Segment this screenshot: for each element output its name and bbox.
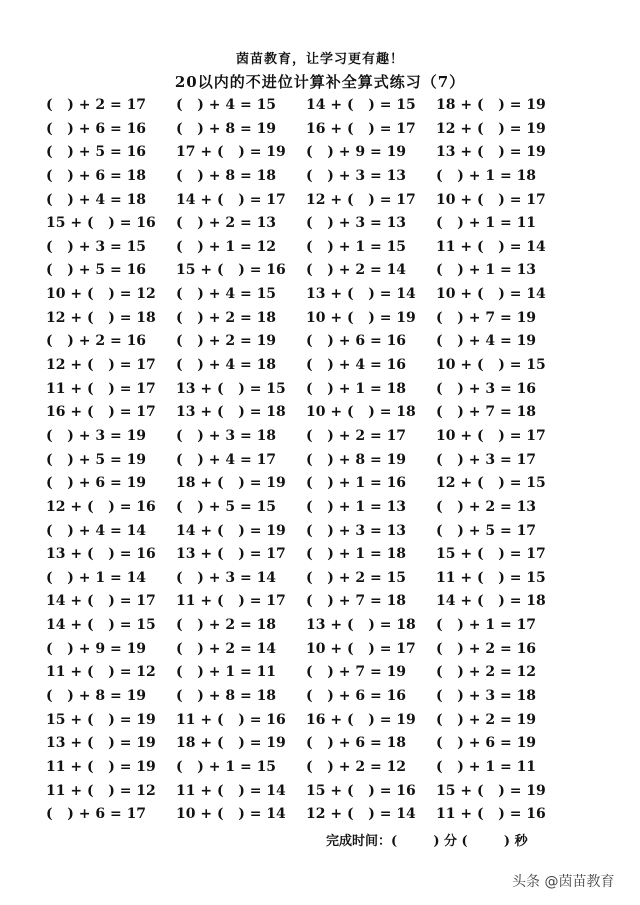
exercise-item: ( ) + 4 = 19: [436, 333, 537, 350]
exercise-item: ( ) + 9 = 19: [306, 144, 407, 161]
exercise-item: ( ) + 1 = 17: [436, 617, 537, 634]
exercise-item: ( ) + 3 = 14: [176, 569, 277, 586]
exercise-item: 14 + ( ) = 17: [46, 593, 156, 610]
exercise-item: ( ) + 7 = 18: [436, 404, 537, 421]
exercise-item: 18 + ( ) = 19: [176, 475, 286, 492]
exercise-item: 14 + ( ) = 18: [436, 593, 546, 610]
exercise-item: ( ) + 5 = 16: [46, 262, 147, 279]
exercise-item: 11 + ( ) = 16: [436, 806, 546, 823]
exercise-item: 13 + ( ) = 18: [306, 617, 416, 634]
exercise-item: ( ) + 2 = 19: [436, 711, 537, 728]
exercise-item: 15 + ( ) = 16: [46, 215, 156, 232]
exercise-item: ( ) + 3 = 18: [436, 688, 537, 705]
exercise-item: ( ) + 2 = 12: [306, 758, 407, 775]
exercise-item: ( ) + 7 = 19: [436, 309, 537, 326]
exercise-item: 10 + ( ) = 19: [306, 309, 416, 326]
exercise-item: ( ) + 2 = 13: [176, 215, 277, 232]
exercise-item: ( ) + 2 = 16: [436, 640, 537, 657]
exercise-item: 18 + ( ) = 19: [176, 735, 286, 752]
exercise-item: 13 + ( ) = 19: [436, 144, 546, 161]
exercise-item: ( ) + 5 = 19: [46, 451, 147, 468]
exercise-item: ( ) + 6 = 17: [46, 806, 147, 823]
exercise-item: ( ) + 1 = 11: [436, 215, 537, 232]
exercise-item: ( ) + 4 = 15: [176, 286, 277, 303]
exercise-item: ( ) + 8 = 19: [46, 688, 147, 705]
exercise-item: ( ) + 2 = 15: [306, 569, 407, 586]
exercise-item: 11 + ( ) = 15: [436, 569, 546, 586]
exercise-item: ( ) + 6 = 16: [306, 333, 407, 350]
exercise-item: ( ) + 6 = 19: [436, 735, 537, 752]
exercise-item: ( ) + 2 = 16: [46, 333, 147, 350]
exercise-item: ( ) + 6 = 19: [46, 475, 147, 492]
exercise-item: 17 + ( ) = 19: [176, 144, 286, 161]
page-header: 茵苗教育，让学习更有趣！: [235, 52, 404, 67]
exercise-item: ( ) + 6 = 18: [306, 735, 407, 752]
exercise-item: 11 + ( ) = 12: [46, 664, 156, 681]
exercise-item: ( ) + 7 = 18: [306, 593, 407, 610]
exercise-item: ( ) + 3 = 13: [306, 167, 407, 184]
exercise-item: 14 + ( ) = 17: [176, 191, 286, 208]
exercise-item: ( ) + 8 = 18: [176, 167, 277, 184]
exercise-item: ( ) + 2 = 12: [436, 664, 537, 681]
exercise-item: 15 + ( ) = 17: [436, 546, 546, 563]
exercise-item: 11 + ( ) = 12: [46, 782, 156, 799]
exercise-item: ( ) + 2 = 18: [176, 617, 277, 634]
exercise-item: ( ) + 3 = 16: [436, 380, 537, 397]
exercise-item: ( ) + 2 = 17: [306, 427, 407, 444]
exercise-item: ( ) + 3 = 17: [436, 451, 537, 468]
exercise-item: ( ) + 3 = 19: [46, 427, 147, 444]
exercise-item: ( ) + 5 = 15: [176, 498, 277, 515]
exercise-item: 13 + ( ) = 18: [176, 404, 286, 421]
exercise-item: 12 + ( ) = 17: [46, 357, 156, 374]
exercise-item: 13 + ( ) = 14: [306, 286, 416, 303]
exercise-grid: [46, 94, 566, 827]
exercise-item: ( ) + 4 = 14: [46, 522, 147, 539]
exercise-item: ( ) + 4 = 18: [176, 357, 277, 374]
exercise-item: 15 + ( ) = 16: [176, 262, 286, 279]
exercise-item: ( ) + 1 = 11: [436, 758, 537, 775]
exercise-item: ( ) + 4 = 17: [176, 451, 277, 468]
exercise-item: 10 + ( ) = 18: [306, 404, 416, 421]
exercise-item: 12 + ( ) = 15: [436, 475, 546, 492]
exercise-item: ( ) + 6 = 16: [306, 688, 407, 705]
exercise-item: 11 + ( ) = 19: [46, 758, 156, 775]
exercise-item: 11 + ( ) = 14: [436, 238, 546, 255]
exercise-item: 10 + ( ) = 14: [436, 286, 546, 303]
exercise-item: ( ) + 2 = 18: [176, 309, 277, 326]
exercise-item: 11 + ( ) = 17: [46, 380, 156, 397]
exercise-item: ( ) + 9 = 19: [46, 640, 147, 657]
exercise-item: 15 + ( ) = 19: [46, 711, 156, 728]
exercise-item: ( ) + 2 = 14: [176, 640, 277, 657]
worksheet-title: 20以内的不进位计算补全算式练习（7）: [174, 73, 466, 91]
exercise-item: 14 + ( ) = 19: [176, 522, 286, 539]
exercise-item: 12 + ( ) = 16: [46, 498, 156, 515]
exercise-item: 10 + ( ) = 17: [306, 640, 416, 657]
exercise-item: 14 + ( ) = 15: [46, 617, 156, 634]
exercise-item: ( ) + 3 = 13: [306, 215, 407, 232]
exercise-item: 11 + ( ) = 14: [176, 782, 286, 799]
exercise-item: ( ) + 7 = 19: [306, 664, 407, 681]
exercise-item: 12 + ( ) = 14: [306, 806, 416, 823]
exercise-item: ( ) + 8 = 19: [306, 451, 407, 468]
exercise-item: ( ) + 1 = 15: [306, 238, 407, 255]
exercise-item: 15 + ( ) = 19: [436, 782, 546, 799]
exercise-item: 11 + ( ) = 16: [176, 711, 286, 728]
exercise-item: ( ) + 1 = 12: [176, 238, 277, 255]
exercise-item: 13 + ( ) = 16: [46, 546, 156, 563]
exercise-item: 13 + ( ) = 17: [176, 546, 286, 563]
exercise-item: ( ) + 6 = 18: [46, 167, 147, 184]
exercise-item: ( ) + 1 = 11: [176, 664, 277, 681]
exercise-item: 12 + ( ) = 17: [306, 191, 416, 208]
exercise-item: ( ) + 4 = 16: [306, 357, 407, 374]
exercise-item: ( ) + 2 = 14: [306, 262, 407, 279]
exercise-item: 10 + ( ) = 12: [46, 286, 156, 303]
exercise-item: ( ) + 1 = 16: [306, 475, 407, 492]
exercise-item: 16 + ( ) = 17: [306, 120, 416, 137]
completion-time: 完成时间：( ) 分 ( ) 秒: [326, 834, 528, 849]
exercise-item: 10 + ( ) = 14: [176, 806, 286, 823]
exercise-item: 16 + ( ) = 17: [46, 404, 156, 421]
watermark: 头条 @茵苗教育: [512, 874, 615, 890]
exercise-item: ( ) + 2 = 17: [46, 97, 147, 113]
exercise-item: ( ) + 3 = 18: [176, 427, 277, 444]
exercise-item: ( ) + 5 = 17: [436, 522, 537, 539]
exercise-item: 18 + ( ) = 19: [436, 97, 546, 113]
exercise-item: 12 + ( ) = 19: [436, 120, 546, 137]
exercise-item: ( ) + 4 = 18: [46, 191, 147, 208]
exercise-item: ( ) + 6 = 16: [46, 120, 147, 137]
exercise-item: ( ) + 1 = 18: [436, 167, 537, 184]
exercise-item: ( ) + 2 = 19: [176, 333, 277, 350]
exercise-item: ( ) + 2 = 13: [436, 498, 537, 515]
exercise-item: ( ) + 1 = 13: [436, 262, 537, 279]
exercise-item: ( ) + 8 = 18: [176, 688, 277, 705]
exercise-item: ( ) + 3 = 13: [306, 522, 407, 539]
exercise-item: 13 + ( ) = 19: [46, 735, 156, 752]
exercise-item: 10 + ( ) = 17: [436, 191, 546, 208]
exercise-item: 10 + ( ) = 17: [436, 427, 546, 444]
exercise-item: ( ) + 1 = 18: [306, 546, 407, 563]
exercise-item: ( ) + 3 = 15: [46, 238, 147, 255]
exercise-item: ( ) + 1 = 14: [46, 569, 147, 586]
exercise-item: ( ) + 8 = 19: [176, 120, 277, 137]
exercise-item: 10 + ( ) = 15: [436, 357, 546, 374]
exercise-item: ( ) + 1 = 15: [176, 758, 277, 775]
exercise-item: ( ) + 1 = 13: [306, 498, 407, 515]
exercise-item: ( ) + 1 = 18: [306, 380, 407, 397]
exercise-item: 12 + ( ) = 18: [46, 309, 156, 326]
exercise-item: 14 + ( ) = 15: [306, 97, 416, 113]
exercise-item: 13 + ( ) = 15: [176, 380, 286, 397]
exercise-item: 11 + ( ) = 17: [176, 593, 286, 610]
exercise-item: 16 + ( ) = 19: [306, 711, 416, 728]
exercise-item: 15 + ( ) = 16: [306, 782, 416, 799]
exercise-item: ( ) + 4 = 15: [176, 97, 277, 113]
exercise-item: ( ) + 5 = 16: [46, 144, 147, 161]
